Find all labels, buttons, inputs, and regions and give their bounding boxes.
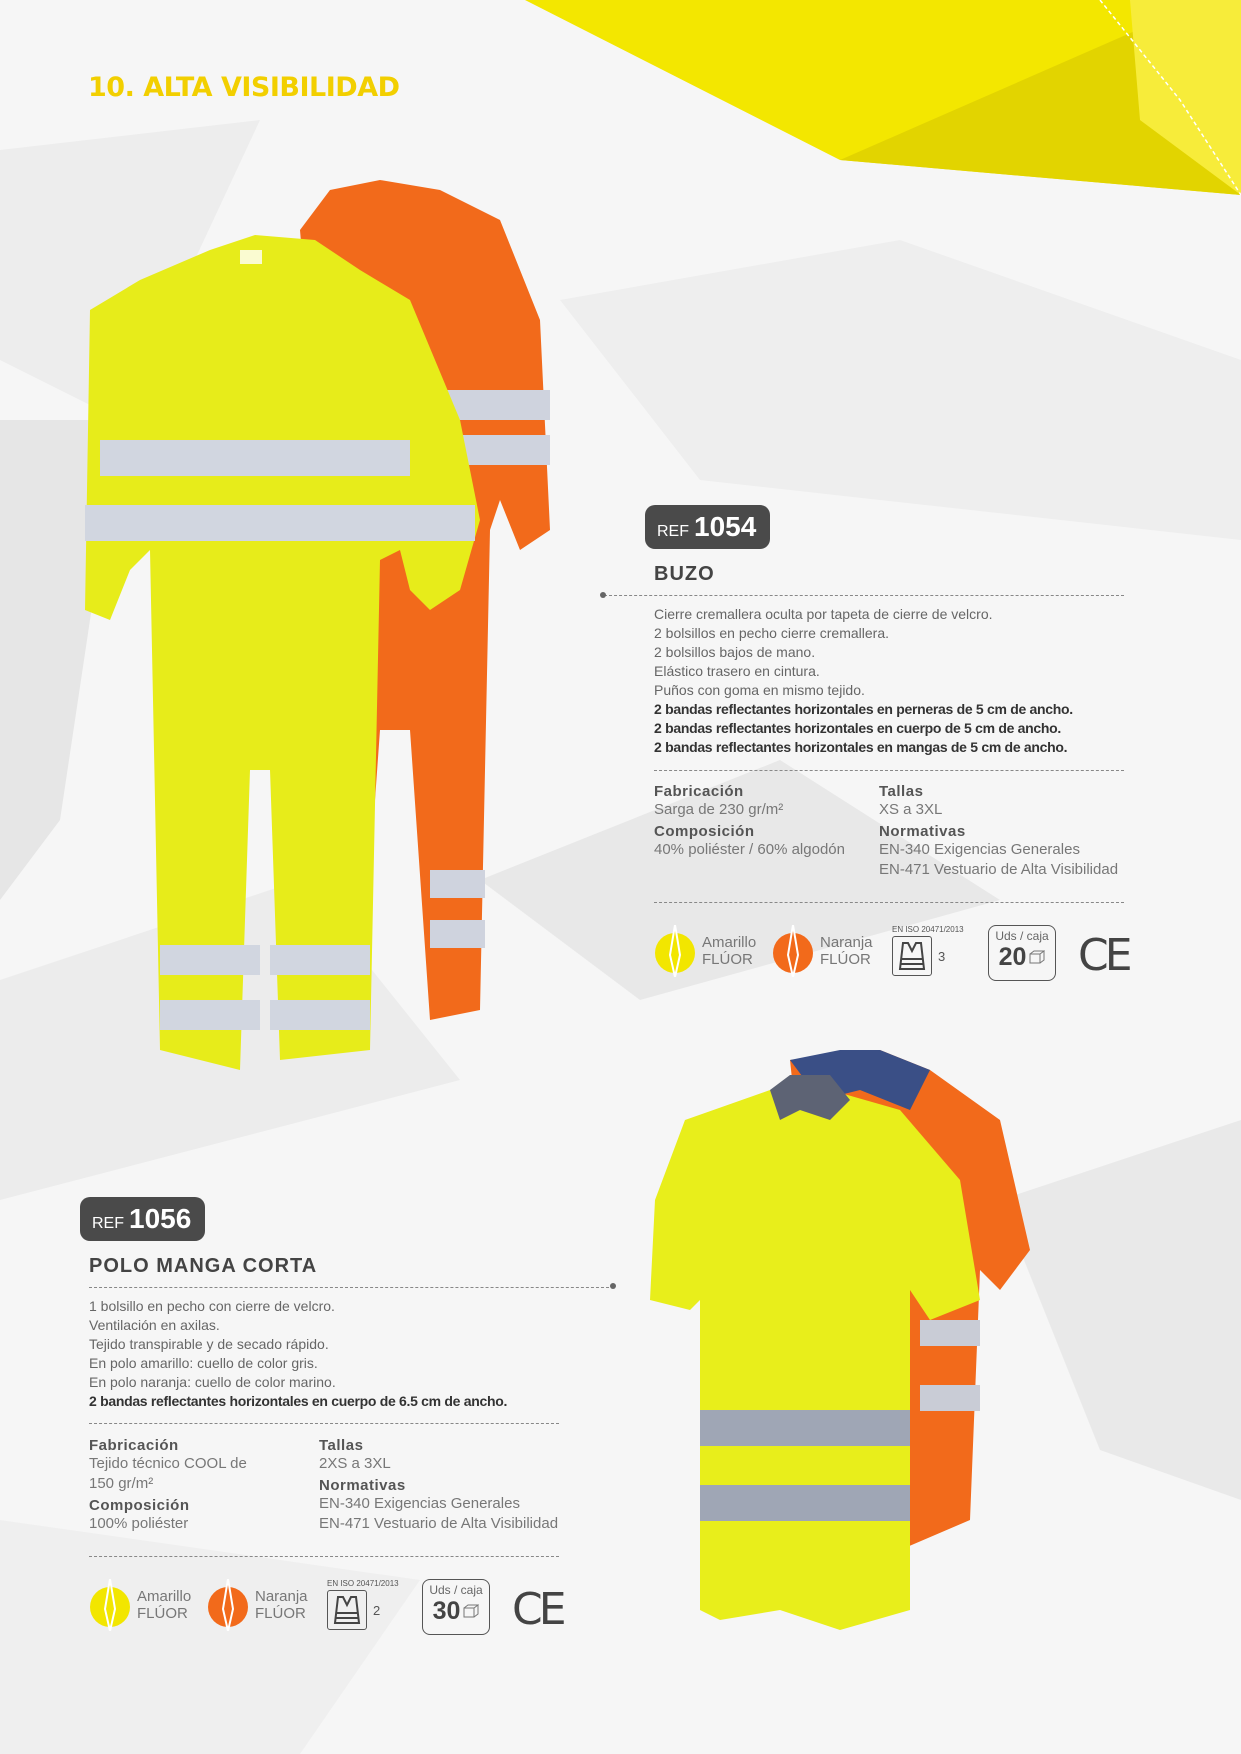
fabricacion-value: Sarga de 230 gr/m² — [654, 801, 784, 818]
iso-label: EN ISO 20471/2013 — [327, 1579, 399, 1588]
iso-class: 2 — [373, 1602, 381, 1618]
desc-line-bold: 2 bandas reflectantes horizontales en perneras de 5 cm de ancho. — [654, 701, 1073, 717]
desc-line: Puños con goma en mismo tejido. — [654, 682, 865, 698]
composicion-label: Composición — [654, 823, 755, 840]
normativa-line: EN-340 Exigencias Generales — [319, 1495, 520, 1512]
color-drop-icon — [207, 1579, 249, 1631]
iso-class: 3 — [938, 948, 946, 964]
desc-line: En polo naranja: cuello de color marino. — [89, 1374, 336, 1390]
color-swatch-amarillo — [89, 1579, 191, 1631]
ref-number: 1054 — [694, 511, 757, 542]
box-icon — [1029, 950, 1045, 964]
color-name: Naranja — [255, 1588, 308, 1605]
units-value: 20 — [998, 943, 1027, 971]
product-name: POLO MANGA CORTA — [89, 1255, 318, 1277]
desc-line: Cierre cremallera oculta por tapeta de cierre de velcro. — [654, 606, 993, 622]
ref-badge — [80, 1197, 205, 1241]
desc-line-bold: 2 bandas reflectantes horizontales en mangas de 5 cm de ancho. — [654, 739, 1068, 755]
fabricacion-label: Fabricación — [89, 1437, 179, 1454]
color-swatch-naranja — [207, 1579, 308, 1631]
composicion-value: 40% poliéster / 60% algodón — [654, 841, 845, 858]
product-name: BUZO — [654, 563, 715, 585]
color-name: Naranja — [820, 934, 873, 951]
composicion-label: Composición — [89, 1497, 190, 1514]
color-name: Amarillo — [137, 1588, 192, 1605]
units-label: Uds / caja — [429, 1583, 483, 1597]
divider — [604, 595, 1124, 596]
units-label: Uds / caja — [995, 929, 1049, 943]
box-icon — [463, 1604, 479, 1618]
divider — [654, 770, 1124, 771]
normativas-label: Normativas — [319, 1477, 406, 1494]
units-per-box — [988, 925, 1056, 981]
fabricacion-label: Fabricación — [654, 783, 744, 800]
ce-mark: CE — [512, 1584, 563, 1635]
color-swatch-naranja — [772, 925, 873, 977]
units-value: 30 — [432, 1597, 461, 1625]
vest-icon — [327, 1590, 367, 1630]
desc-line: Ventilación en axilas. — [89, 1317, 220, 1333]
desc-line-bold: 2 bandas reflectantes horizontales en cuerpo de 6.5 cm de ancho. — [89, 1393, 508, 1409]
product-description — [654, 605, 1124, 757]
tallas-label: Tallas — [319, 1437, 364, 1454]
ref-prefix: REF — [92, 1215, 124, 1232]
tallas-value: 2XS a 3XL — [319, 1455, 391, 1472]
desc-line: 1 bolsillo en pecho con cierre de velcro. — [89, 1298, 335, 1314]
color-drop-icon — [772, 925, 814, 977]
ref-badge — [645, 505, 770, 549]
iso-standard — [327, 1579, 399, 1630]
divider — [654, 902, 1124, 903]
polo-image — [640, 1050, 1140, 1650]
section-title: 10. ALTA VISIBILIDAD — [88, 72, 400, 103]
spec-left — [654, 783, 874, 860]
iso-standard — [892, 925, 964, 976]
vest-icon — [892, 936, 932, 976]
composicion-value: 100% poliéster — [89, 1515, 189, 1532]
desc-line: Elástico trasero en cintura. — [654, 663, 820, 679]
divider — [89, 1287, 609, 1288]
divider — [89, 1423, 559, 1424]
coverall-image — [80, 170, 600, 1140]
iso-label: EN ISO 20471/2013 — [892, 925, 964, 934]
tallas-label: Tallas — [879, 783, 924, 800]
divider — [89, 1556, 559, 1557]
desc-line: 2 bolsillos bajos de mano. — [654, 644, 816, 660]
fabricacion-value: Tejido técnico COOL de 150 gr/m² — [89, 1455, 247, 1492]
desc-line: Tejido transpirable y de secado rápido. — [89, 1336, 329, 1352]
normativa-line: EN-340 Exigencias Generales — [879, 841, 1080, 858]
normativas-label: Normativas — [879, 823, 966, 840]
color-drop-icon — [89, 1579, 131, 1631]
color-type: FLÚOR — [702, 951, 753, 968]
ce-mark: CE — [1078, 930, 1129, 981]
ref-number: 1056 — [129, 1203, 192, 1234]
product-description — [89, 1297, 609, 1411]
units-per-box — [422, 1579, 490, 1635]
spec-right — [319, 1437, 559, 1534]
spec-right — [879, 783, 1124, 880]
desc-line: En polo amarillo: cuello de color gris. — [89, 1355, 318, 1371]
color-drop-icon — [654, 925, 696, 977]
color-type: FLÚOR — [255, 1605, 306, 1622]
color-swatch-amarillo — [654, 925, 756, 977]
tallas-value: XS a 3XL — [879, 801, 943, 818]
divider-dot — [610, 1283, 616, 1289]
desc-line-bold: 2 bandas reflectantes horizontales en cuerpo de 5 cm de ancho. — [654, 720, 1061, 736]
color-type: FLÚOR — [137, 1605, 188, 1622]
desc-line: 2 bolsillos en pecho cierre cremallera. — [654, 625, 889, 641]
color-type: FLÚOR — [820, 951, 871, 968]
color-name: Amarillo — [702, 934, 757, 951]
spec-left — [89, 1437, 269, 1534]
normativa-line: EN-471 Vestuario de Alta Visibilidad — [879, 861, 1119, 878]
normativa-line: EN-471 Vestuario de Alta Visibilidad — [319, 1515, 559, 1532]
ref-prefix: REF — [657, 523, 689, 540]
